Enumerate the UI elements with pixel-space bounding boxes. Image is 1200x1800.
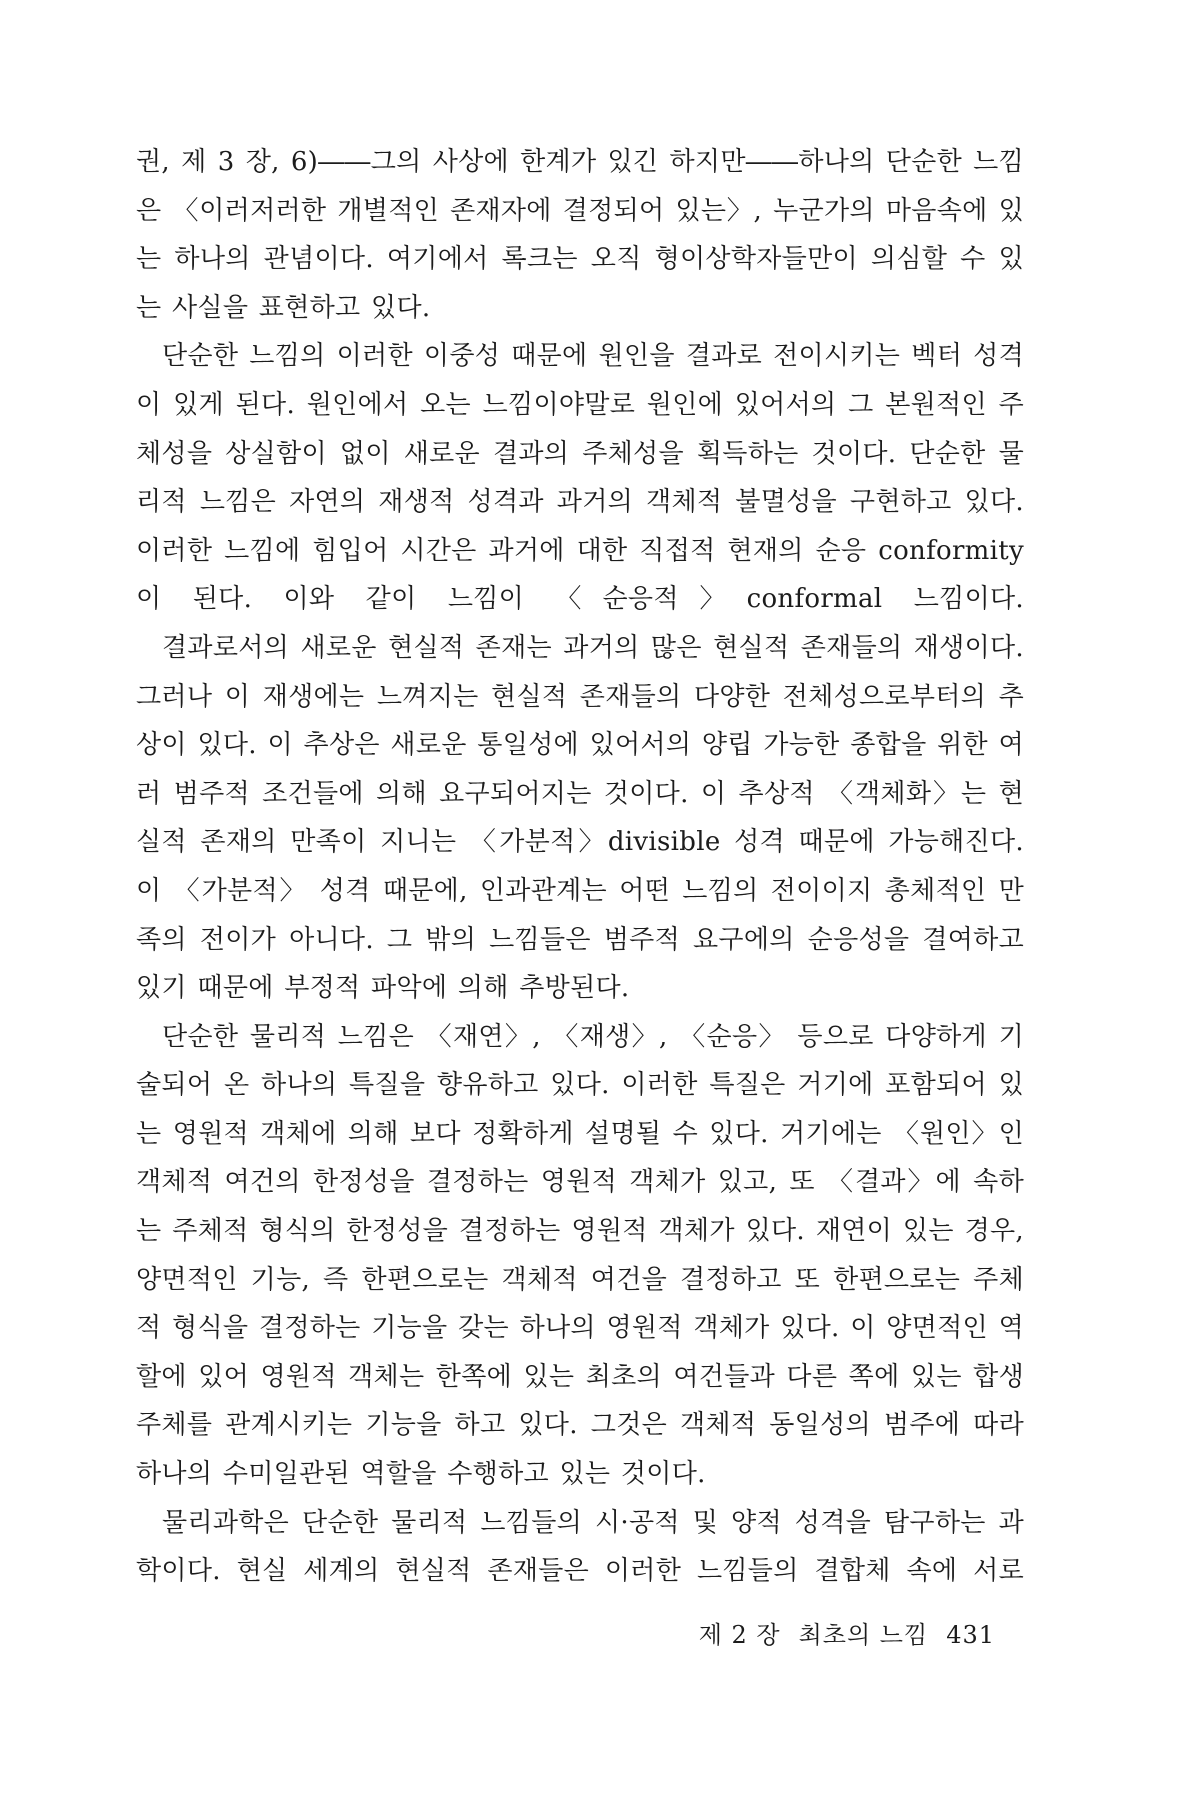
page-number: 431	[946, 1621, 995, 1649]
paragraph-3: 결과로서의 새로운 현실적 존재는 과거의 많은 현실적 존재들의 재생이다. 그러나 이 재생에는 느껴지는 현실적 존재들의 다양한 전체성으로부터의 추상이 있다. 이 추상은 새로운 통일성에 있어서의 양립 가능한 종합을 위한 여러 범주적 조건들에 의해 요구되어지는 것이다. 이 추상적 〈객체화〉는 현실적 존재의 만족이 지니는 〈가분적〉divisible 성격 때문에 가능해진다. 이 〈가분적〉 성격 때문에, 인과관계는 어떤 느낌의 전이이지 총체적인 만족의 전이가 아니다. 그 밖의 느낌들은 범주적 요구에의 순응성을 결여하고 있기 때문에 부정적 파악에 의해 추방된다.	[136, 632, 1024, 1004]
paragraph-1: 권, 제 3 장, 6)――그의 사상에 한계가 있긴 하지만――하나의 단순한 느낌은 〈이러저러한 개별적인 존재자에 결정되어 있는〉, 누군가의 마음속에 있는 하나의 관념이다. 여기에서 록크는 오직 형이상학자들만이 의심할 수 있는 사실을 표현하고 있다.	[136, 147, 1024, 323]
running-footer	[681, 1615, 995, 1650]
paragraph-2: 단순한 느낌의 이러한 이중성 때문에 원인을 결과로 전이시키는 벡터 성격이 있게 된다. 원인에서 오는 느낌이야말로 원인에 있어서의 그 본원적인 주체성을 상실함이 없이 새로운 결과의 주체성을 획득하는 것이다. 단순한 물리적 느낌은 자연의 재생적 성격과 과거의 객체적 불멸성을 구현하고 있다. 이러한 느낌에 힘입어 시간은 과거에 대한 직접적 현재의 순응 conformity 이 된다. 이와 같이 느낌이 〈순응적〉conformal 느낌이다.	[136, 341, 1024, 615]
footer-chapter: 제 2 장	[698, 1621, 781, 1649]
paragraph-5: 물리과학은 단순한 물리적 느낌들의 시·공적 및 양적 성격을 탐구하는 과학이다. 현실 세계의 현실적 존재들은 이러한 느낌들의 결합체 속에 서로	[136, 1507, 1024, 1587]
footer-title: 최초의 느낌	[798, 1621, 929, 1649]
body-text	[136, 138, 1024, 1596]
paragraph-4: 단순한 물리적 느낌은 〈재연〉, 〈재생〉, 〈순응〉 등으로 다양하게 기술되어 온 하나의 특질을 향유하고 있다. 이러한 특질은 거기에 포함되어 있는 영원적 객체에 의해 보다 정확하게 설명될 수 있다. 거기에는 〈원인〉인 객체적 여건의 한정성을 결정하는 영원적 객체가 있고, 또 〈결과〉에 속하는 주체적 형식의 한정성을 결정하는 영원적 객체가 있다. 재연이 있는 경우, 양면적인 기능, 즉 한편으로는 객체적 여건을 결정하고 또 한편으로는 주체적 형식을 결정하는 기능을 갖는 하나의 영원적 객체가 있다. 이 양면적인 역할에 있어 영원적 객체는 한쪽에 있는 최초의 여건들과 다른 쪽에 있는 합생 주체를 관계시키는 기능을 하고 있다. 그것은 객체적 동일성의 범주에 따라 하나의 수미일관된 역할을 수행하고 있는 것이다.	[136, 1021, 1024, 1490]
